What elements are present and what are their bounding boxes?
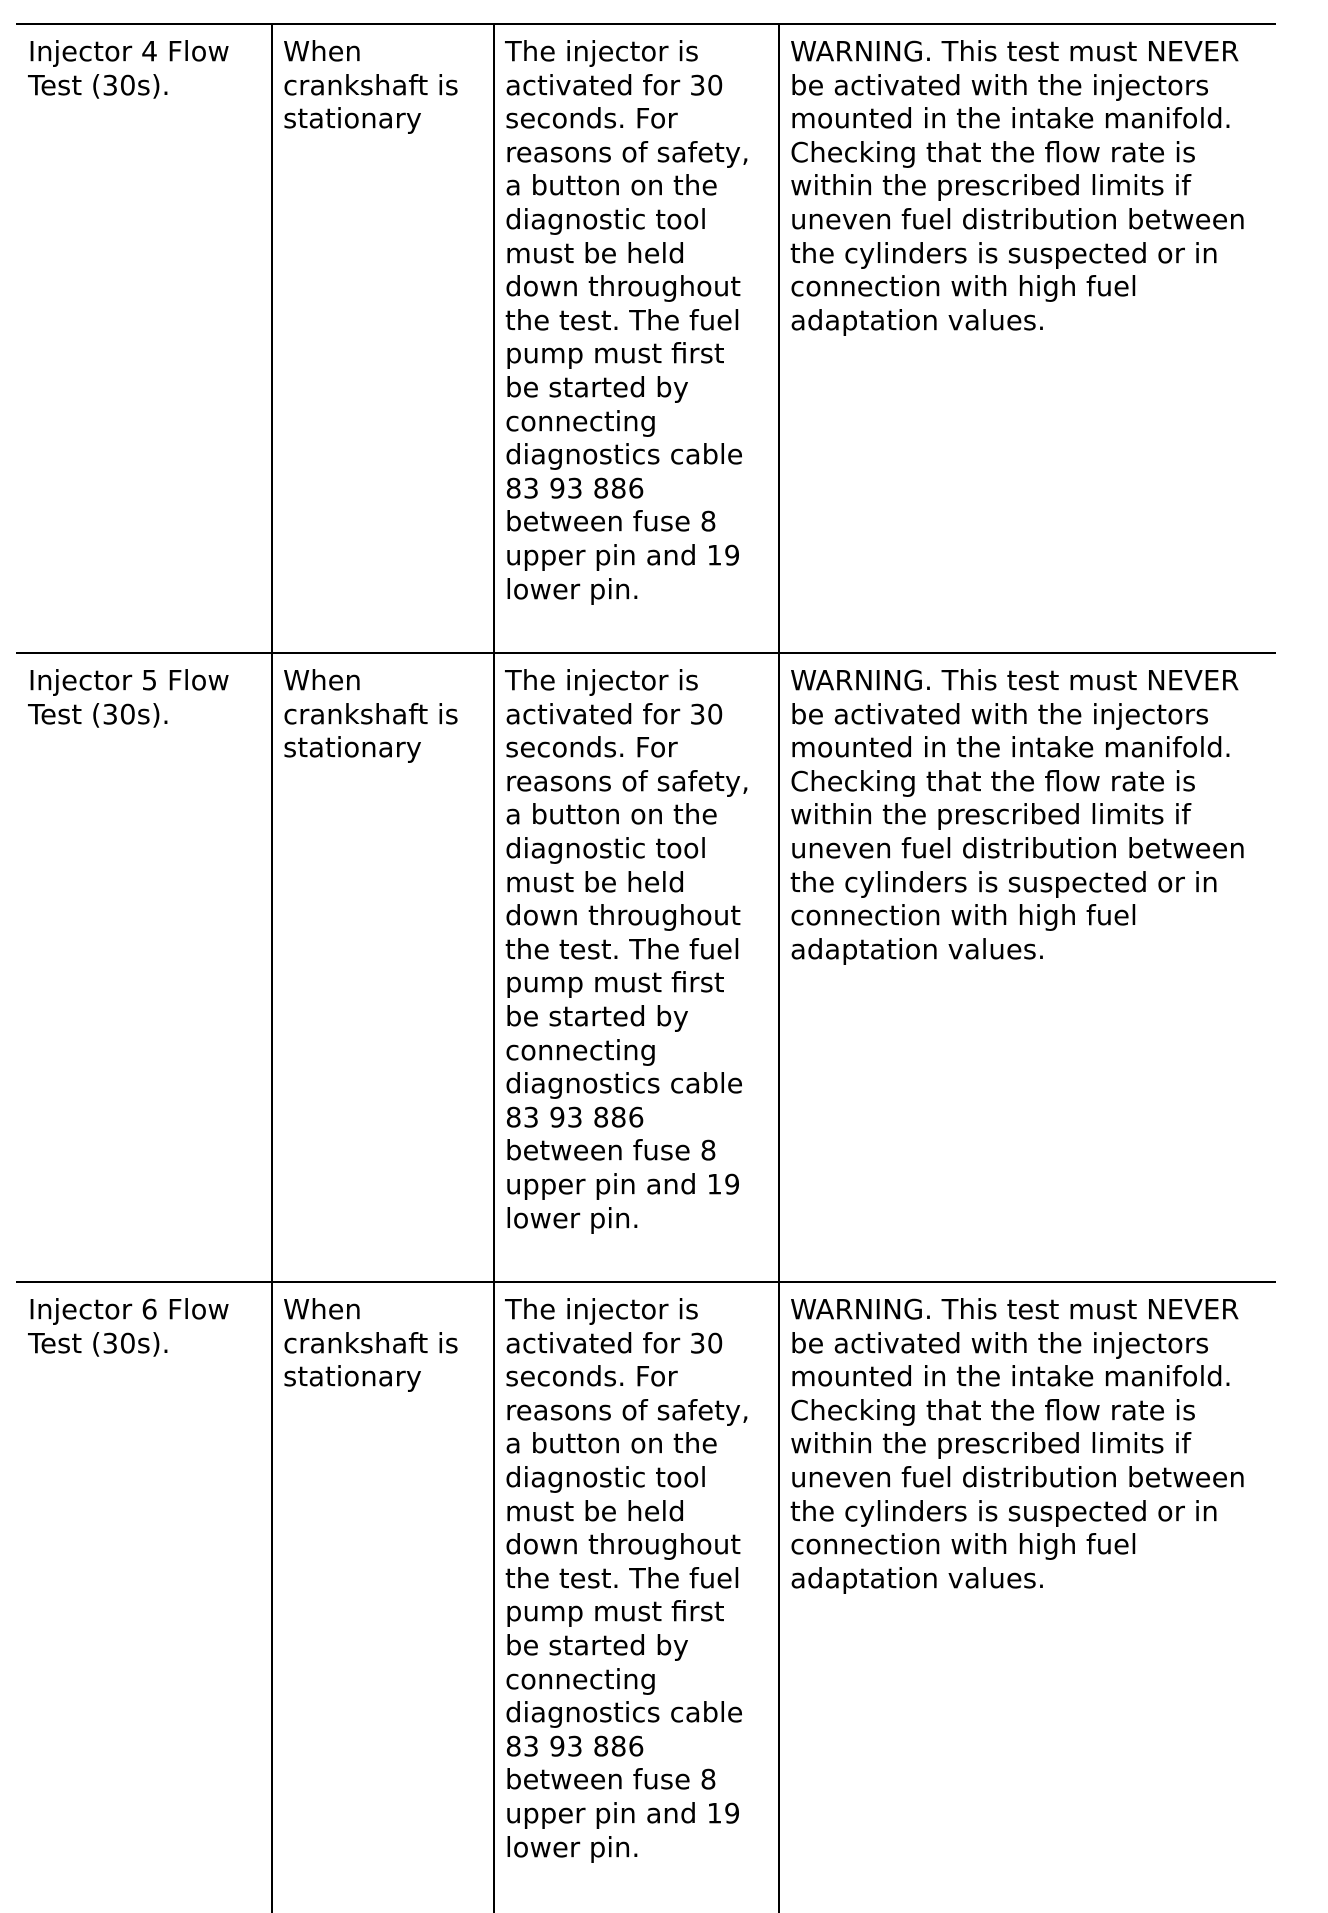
condition-cell: When crankshaft is stationary xyxy=(272,1282,494,1913)
description-cell: The injector is activated for 30 seconds. For reasons of safety, a button on the diagnostic tool must be held down throughout the test. The fuel pump must first be started by connecting diagnostics cable 83 93 886 between fuse 8 upper pin and 19 lower pin. xyxy=(494,653,779,1282)
table-row xyxy=(16,24,1276,653)
function-cell: Injector 5 Flow Test (30s). xyxy=(16,653,272,1282)
description-cell: The injector is activated for 30 seconds. For reasons of safety, a button on the diagnostic tool must be held down throughout the test. The fuel pump must first be started by connecting diagnostics cable 83 93 886 between fuse 8 upper pin and 19 lower pin. xyxy=(494,1282,779,1913)
note-cell: WARNING. This test must NEVER be activated with the injectors mounted in the intake manifold. Checking that the flow rate is within the prescribed limits if uneven fuel distribution between the cylinders is suspected or in connection with high fuel adaptation values. xyxy=(779,653,1276,1282)
function-cell: Injector 6 Flow Test (30s). xyxy=(16,1282,272,1913)
table-row xyxy=(16,1282,1276,1913)
table-row xyxy=(16,653,1276,1282)
condition-cell: When crankshaft is stationary xyxy=(272,24,494,653)
condition-cell: When crankshaft is stationary xyxy=(272,653,494,1282)
description-cell: The injector is activated for 30 seconds. For reasons of safety, a button on the diagnostic tool must be held down throughout the test. The fuel pump must first be started by connecting diagnostics cable 83 93 886 between fuse 8 upper pin and 19 lower pin. xyxy=(494,24,779,653)
injector-test-table xyxy=(16,23,1276,1913)
note-cell: WARNING. This test must NEVER be activated with the injectors mounted in the intake manifold. Checking that the flow rate is within the prescribed limits if uneven fuel distribution between the cylinders is suspected or in connection with high fuel adaptation values. xyxy=(779,24,1276,653)
function-cell: Injector 4 Flow Test (30s). xyxy=(16,24,272,653)
note-cell: WARNING. This test must NEVER be activated with the injectors mounted in the intake manifold. Checking that the flow rate is within the prescribed limits if uneven fuel distribution between the cylinders is suspected or in connection with high fuel adaptation values. xyxy=(779,1282,1276,1913)
